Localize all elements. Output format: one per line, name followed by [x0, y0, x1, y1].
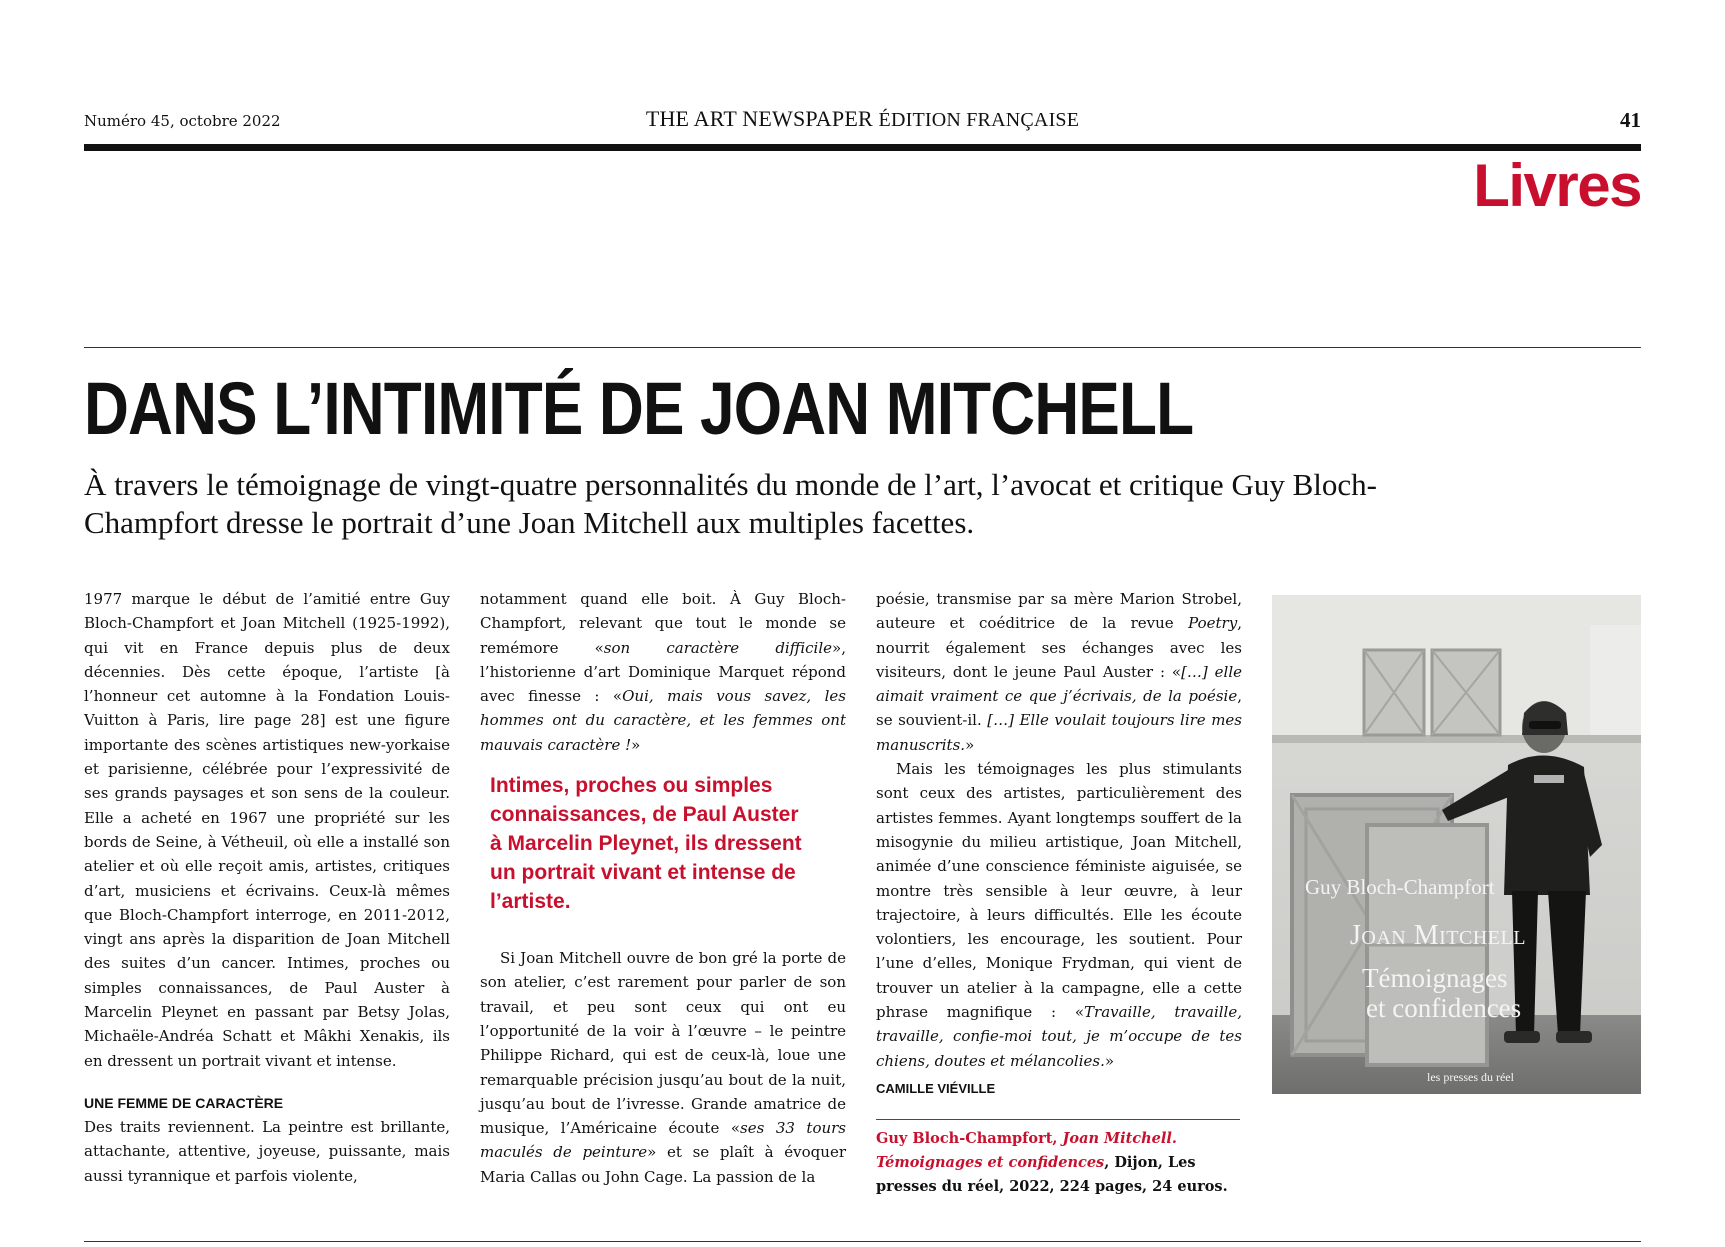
headline: DANS L’INTIMITÉ DE JOAN MITCHELL: [84, 367, 1194, 450]
column-3: [876, 587, 1242, 1101]
cover-subtitle-2: et confidences: [1366, 993, 1522, 1023]
article-top-rule: [84, 347, 1641, 348]
page-bottom-rule: [84, 1241, 1641, 1242]
paragraph: poésie, transmise par sa mère Marion Strobel, auteure et coéditrice de la revue Poetry, nourrit également ses échanges avec les visiteurs, dont le jeune Paul Auster : «[…] elle aimait vraiment ce que j’écrivais, de la poésie, se souvient-il. […] Elle voulait toujours lire mes manuscrits.»: [876, 590, 1242, 754]
paragraph: Des traits reviennent. La peintre est brillante, attachante, attentive, joyeuse, puissante, mais aussi tyrannique et parfois violente,: [84, 1117, 450, 1185]
cover-subtitle-1: Témoignages: [1362, 963, 1508, 993]
book-details: , Dijon, Les presses du réel, 2022, 224 pages, 24 euros.: [876, 1154, 1228, 1195]
cover-publisher: les presses du réel: [1427, 1070, 1514, 1084]
byline: CAMILLE VIÉVILLE: [876, 1080, 996, 1096]
standfirst: À travers le témoignage de vingt-quatre personnalités du monde de l’art, l’avocat et critique Guy Bloch-Champfort dresse le portrait d’une Joan Mitchell aux multiples facettes.: [84, 467, 1377, 540]
book-title: Joan Mitchell. Témoignages et confidences: [876, 1130, 1177, 1171]
column-1: [84, 587, 450, 1188]
masthead: [0, 106, 1725, 132]
page-number: 41: [1620, 108, 1641, 132]
issue-info: Numéro 45, octobre 2022: [84, 112, 281, 130]
book-cover-image: [1272, 595, 1641, 1094]
cover-title: Joan Mitchell: [1350, 920, 1526, 951]
book-info: [876, 1127, 1246, 1199]
paragraph: Si Joan Mitchell ouvre de bon gré la porte de son atelier, c’est rarement pour parler de son travail, et peu sont ceux qui ont eu l’opportunité de la voir à l’œuvre – le peintre Philippe Richard, qui est de ceux-là, loue une remarquable précision jusqu’au bout de la nuit, jusqu’au bout de l’ivresse. Grande amatrice de musique, l’Américaine écoute «ses 33 tours maculés de peinture» et se plaît à évoquer Maria Callas ou John Cage. La passion de la: [480, 949, 847, 1186]
paragraph: Mais les témoignages les plus stimulants sont ceux des artistes, particulièrement des artistes femmes. Ayant longtemps souffert de la misogynie du milieu artistique, Joan Mitchell, animée d’une conscience féministe aiguisée, se montre très sensible à leur œuvre, à leur trajectoire, à leurs difficultés. Elle les écoute volontiers, les encourage, les soutient. Pour l’une d’elles, Monique Frydman, qui vient de trouver un atelier à la campagne, elle a cette phrase magnifique : «Travaille, travaille, travaille, confie-moi tout, je m’occupe de tes chiens, doutes et mélancolies.»: [876, 760, 1243, 1070]
book-author: Guy Bloch-Champfort,: [876, 1130, 1063, 1147]
cover-author: Guy Bloch-Champfort: [1305, 875, 1495, 899]
masthead-title: THE ART NEWSPAPER: [645, 106, 873, 131]
header-rule: [84, 144, 1641, 151]
pull-quote: Intimes, proches ou simples connaissances, de Paul Auster à Marcelin Pleynet, ils dressent un portrait vivant et intense de l’artiste.: [490, 774, 802, 914]
paragraph: 1977 marque le début de l’amitié entre Guy Bloch-Champfort et Joan Mitchell (1925-1992), qui vit en France depuis plus de deux décennies. Dès cette époque, l’artiste [à l’honneur cet automne à la Fondation Louis-Vuitton à Paris, lire page 28] est une figure importante des scènes artistiques new-yorkaise et parisienne, célébrée pour l’expressivité de ses grands paysages et son sens de la couleur. Elle a acheté en 1967 une propriété sur les bords de Seine, à Vétheuil, où elle a installé son atelier et où elle reçoit amis, artistes, critiques d’art, musiciens et écrivains. Ceux-là mêmes que Bloch-Champfort interroge, en 2011-2012, vingt ans après la disparition de Joan Mitchell des suites d’un cancer. Intimes, proches ou simples connaissances, de Paul Auster à Marcelin Pleynet en passant par Betsy Jolas, Michaële-Andréa Schatt et Mâkhi Xenakis, ils en dressent un portrait vivant et intense.: [84, 590, 450, 1070]
subheading: UNE FEMME DE CARACTÈRE: [84, 1094, 284, 1111]
masthead-edition: ÉDITION FRANÇAISE: [878, 109, 1080, 131]
section-title: Livres: [1473, 152, 1641, 219]
paragraph: notamment quand elle boit. À Guy Bloch-Champfort, relevant que tout le monde se remémore «son caractère difficile», l’historienne d’art Dominique Marquet répond avec finesse : «Oui, mais vous savez, les hommes ont du caractère, et les femmes ont mauvais caractère !»: [480, 590, 847, 754]
book-info-rule: [876, 1119, 1240, 1120]
column-2: [480, 587, 846, 1189]
